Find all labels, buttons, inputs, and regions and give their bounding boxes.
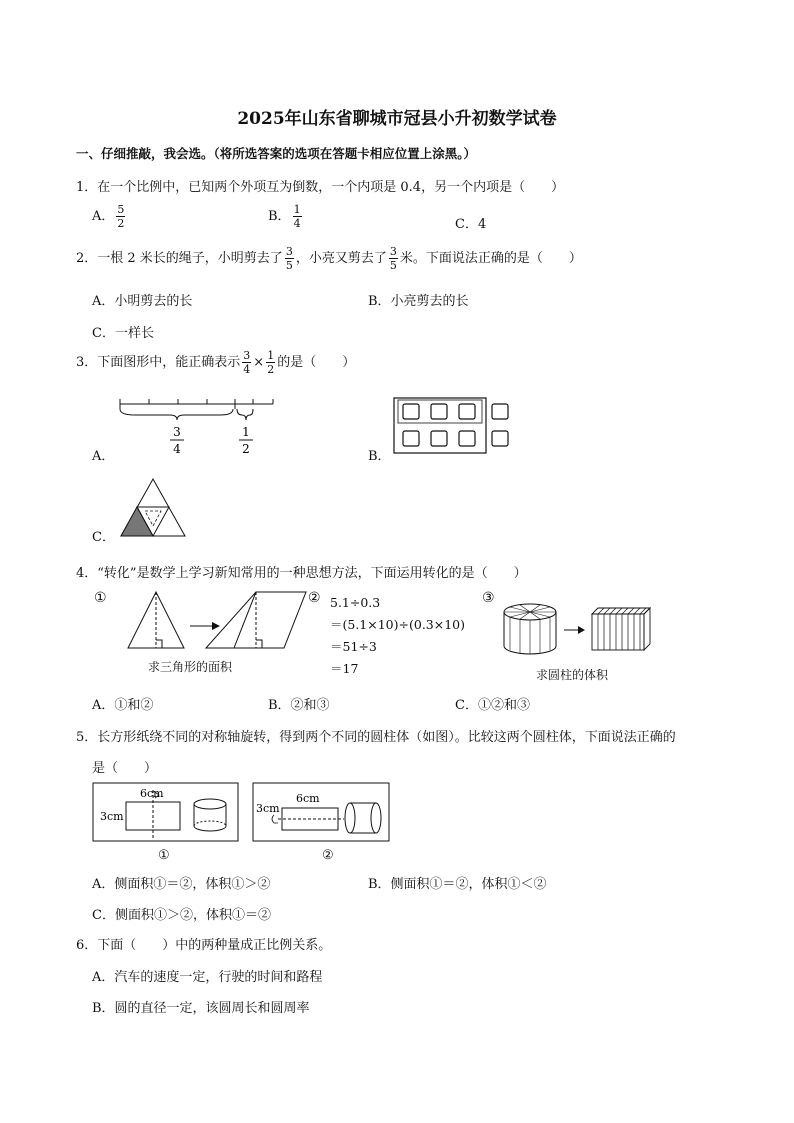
question-4-stem: 4．“转化”是数学上学习新知常用的一种思想方法，下面运用转化的是（ ） [76,566,527,581]
figure-5-marker-2: ② [322,848,334,863]
fraction: $\frac{3}{5}$ [285,245,293,272]
figure-4-marker-3: ③ [482,590,495,606]
option-label: A． [92,209,115,224]
question-1-option-c[interactable]: C．4 [455,217,487,232]
svg-text:3: 3 [173,425,181,439]
figure-4-3-caption: 求圆柱的体积 [536,668,609,682]
option-label: B． [268,209,291,224]
figure-5-marker-1: ① [158,848,170,863]
question-1-stem: 1．在一个比例中，已知两个外项互为倒数，一个内项是 0.4，另一个内项是（ ） [76,180,565,195]
question-5-option-b[interactable]: B．侧面积①＝②，体积①＜② [368,877,547,892]
svg-text:1: 1 [242,425,250,439]
figure-4-1-triangle-to-parallelogram [120,588,320,654]
question-3-option-c[interactable]: C． [92,530,115,545]
svg-text:4: 4 [173,442,181,456]
fraction: $\frac{1}{2}$ [267,349,275,376]
question-6-option-a[interactable]: A．汽车的速度一定，行驶的时间和路程 [92,970,323,985]
question-4-option-b[interactable]: B．②和③ [268,698,330,713]
figure-4-marker-1: ① [94,590,107,606]
section-heading: 一、仔细推敲，我会选。（将所选答案的选项在答题卡相应位置上涂黑。） [76,146,477,161]
figure-3a-number-line [115,396,280,460]
figure-4-2-calculation [330,592,465,680]
svg-text:6cm: 6cm [140,787,164,800]
question-5-stem-line-1: 5．长方形纸绕不同的对称轴旋转，得到两个不同的圆柱体（如图）。比较这两个圆柱体，下面说法正确的 [76,730,676,745]
calc-line: 5.1÷0.3 [330,595,381,610]
question-5-option-a[interactable]: A．侧面积①＝②，体积①＞② [92,877,271,892]
question-3-stem: 3．下面图形中，能正确表示 $\frac{3}{4}$ × $\frac{1}{2}$ 的是（ ） [76,349,356,376]
fraction: $\frac{3}{4}$ [243,349,251,376]
question-4-option-a[interactable]: A．①和② [92,698,154,713]
question-1-option-b[interactable] [268,204,304,229]
svg-text:2: 2 [242,442,250,456]
question-2-option-a[interactable]: A．小明剪去的长 [92,294,193,309]
question-4-option-c[interactable]: C．①②和③ [455,698,530,713]
page-title: 2025年山东省聊城市冠县小升初数学试卷 [237,109,557,129]
question-1-option-a[interactable] [92,204,127,229]
figure-5-2-rotation [252,782,392,844]
figure-4-3-cylinder [500,602,670,660]
figure-4-marker-2: ② [308,590,321,606]
calc-line: ＝17 [330,661,359,676]
question-5-option-c[interactable]: C．侧面积①＞②，体积①＝② [92,908,271,923]
fraction: $\frac{3}{5}$ [389,245,397,272]
figure-4-1-caption: 求三角形的面积 [148,660,233,674]
question-6-option-b[interactable]: B．圆的直径一定，该圆周长和圆周率 [92,1001,310,1016]
svg-text:3cm: 3cm [256,802,280,815]
fraction: $\frac{5}{2}$ [117,203,125,230]
fraction: $\frac{1}{4}$ [293,203,301,230]
question-3-option-a[interactable]: A． [92,449,115,464]
question-2-option-c[interactable]: C．一样长 [92,326,154,341]
figure-3b-squares [392,396,517,456]
question-6-stem: 6．下面（ ）中的两种量成正比例关系。 [76,938,332,953]
figure-3c-triangle [117,476,189,540]
question-3-option-b[interactable]: B． [368,449,391,464]
svg-text:3cm: 3cm [100,810,124,823]
calc-line: ＝(5.1×10)÷(0.3×10) [330,617,465,632]
question-5-stem-line-2: 是（ ） [92,761,158,776]
svg-text:6cm: 6cm [296,792,320,805]
question-2-stem: 2．一根 2 米长的绳子，小明剪去了 $\frac{3}{5}$ ，小亮又剪去了 $\frac{3}{5}$ 米。下面说法正确的是（ ） [76,245,582,272]
calc-line: ＝51÷3 [330,639,377,654]
question-2-option-b[interactable]: B．小亮剪去的长 [368,294,469,309]
figure-5-1-rotation [92,782,240,844]
